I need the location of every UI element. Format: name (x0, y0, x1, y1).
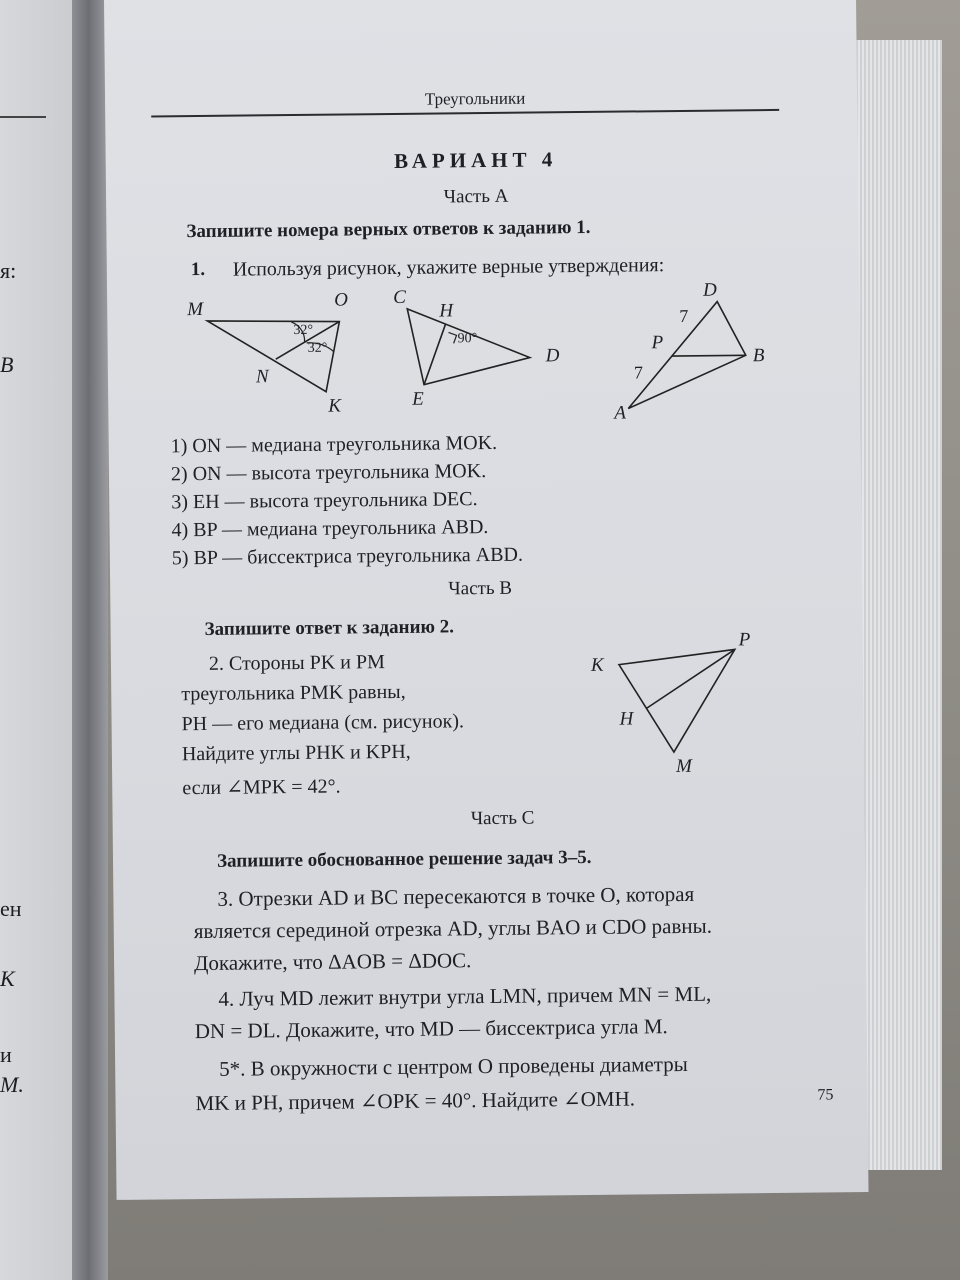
label-m: M (187, 298, 204, 321)
variant-title: ВАРИАНТ 4 (393, 147, 558, 173)
task2-line: треугольника PMK равны, (181, 680, 406, 706)
part-c-title: Часть С (470, 807, 535, 830)
task3-line: Докажите, что ΔAOB = ΔDOC. (193, 948, 472, 976)
task2-line: PH — его медиана (см. рисунок). (181, 710, 465, 736)
left-page-text: K (0, 966, 15, 991)
task2-line: если ∠MPK = 42°. (182, 775, 341, 800)
book-gutter (72, 0, 108, 1280)
task4-line: DN = DL. Докажите, что MD — биссектриса угла M. (194, 1014, 668, 1044)
option-1: 1) ON — медиана треугольника MOK. (170, 431, 498, 458)
task2-line: 2. Стороны PK и PM (208, 651, 385, 675)
part-b-title: Часть В (448, 577, 513, 600)
option-3: 3) EH — высота треугольника DEC. (171, 488, 478, 514)
task2-line: Найдите углы PHK и KPH, (181, 740, 411, 766)
label-h: H (439, 300, 454, 322)
task3-line: 3. Отрезки AD и BC пересекаются в точке O, которая (217, 881, 695, 911)
task4-line: 4. Луч MD лежит внутри угла LMN, причем MN = ML, (218, 981, 712, 1011)
part-c-instruction: Запишите обоснованное решение задач 3–5. (216, 846, 592, 872)
task2-figure (581, 629, 783, 781)
task3-line: является серединой отрезка AD, углы BAO и CDO равны. (193, 913, 713, 944)
label-c: C (393, 286, 406, 308)
label-k2: K (590, 654, 604, 676)
option-5: 5) BP — биссектриса треугольника ABD. (171, 543, 524, 570)
label-h2: H (619, 708, 634, 730)
left-page-text: B (0, 352, 14, 377)
label-p2: P (738, 629, 751, 651)
part-b-instruction: Запишите ответ к заданию 2. (204, 616, 455, 640)
figure-ced (393, 285, 560, 410)
label-a: A (614, 402, 627, 424)
label-p: P (651, 332, 664, 354)
angle-label-90: 90° (457, 331, 478, 347)
figure-mok (186, 289, 349, 418)
label-n: N (255, 366, 269, 388)
length-label-1: 7 (679, 305, 689, 326)
task5-line: 5*. В окружности с центром O проведены диаметры (219, 1051, 688, 1081)
angle-label-1: 32° (293, 322, 314, 339)
task1-figures (167, 279, 788, 425)
part-a-instruction: Запишите номера верных ответов к заданию 1. (186, 216, 591, 243)
label-k: K (328, 395, 342, 417)
label-b: B (752, 345, 765, 367)
left-page-text: и (0, 1042, 12, 1067)
left-page (0, 0, 80, 1280)
task5-line: MK и PH, причем ∠OPK = 40°. Найдите ∠OMH. (195, 1086, 636, 1116)
label-e: E (412, 388, 424, 410)
length-label-2: 7 (633, 362, 644, 383)
left-page-text: я: (0, 258, 17, 283)
left-page-rule (0, 116, 46, 118)
angle-label-2: 32° (307, 340, 328, 356)
label-o: O (334, 289, 348, 311)
option-2: 2) ON — высота треугольника MOK. (170, 460, 487, 486)
task1-number: 1. (190, 258, 206, 281)
part-a-title: Часть А (443, 185, 509, 208)
page-number: 75 (817, 1086, 834, 1104)
option-4: 4) BP — медиана треугольника ABD. (171, 516, 489, 542)
page-header: Треугольники (424, 88, 526, 109)
label-d: D (545, 345, 560, 367)
book-page (104, 0, 869, 1200)
label-d2: D (702, 279, 717, 301)
task1-text: Используя рисунок, укажите верные утверждения: (232, 254, 665, 281)
header-rule (151, 109, 779, 118)
label-m2: M (675, 755, 692, 778)
figure-abd (611, 279, 765, 424)
left-page-text: М. (0, 1072, 24, 1097)
left-page-text: ен (0, 896, 22, 921)
